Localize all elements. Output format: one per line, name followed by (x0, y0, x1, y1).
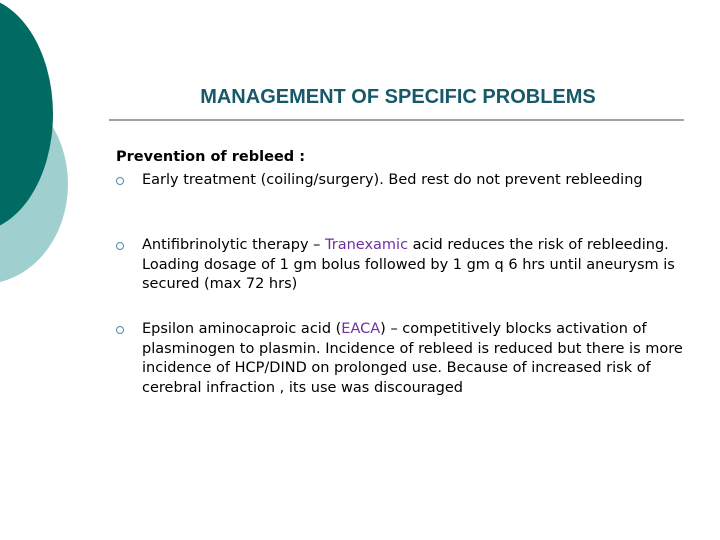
bullet-text-segment: Epsilon aminocaproic acid ( (142, 321, 342, 337)
section-heading: Prevention of rebleed : (116, 149, 306, 165)
bullet-item (116, 171, 686, 191)
title-divider (109, 119, 684, 121)
bullet-item (116, 236, 686, 295)
bullet-text (142, 236, 686, 295)
bullet-text-segment: ) – competitively blocks activation of plasminogen to plasmin. Incidence of rebleed is reduced but there is more incidence of HCP/DIND on prolonged use. Because of increased risk of cerebral infraction , its use was discouraged (142, 321, 683, 396)
slide-title: MANAGEMENT OF SPECIFIC PROBLEMS (200, 86, 596, 108)
hollow-circle-icon (116, 177, 124, 185)
bullet-item (116, 320, 686, 398)
bullet-text-segment: Antifibrinolytic therapy – (142, 237, 326, 253)
highlighted-drug-name: Tranexamic (325, 237, 409, 253)
hollow-circle-icon (116, 326, 124, 334)
highlighted-drug-abbreviation: EACA (341, 321, 381, 337)
bullet-text-segment: acid reduces the risk of rebleeding. Loading dosage of 1 gm bolus followed by 1 gm q 6 hrs until aneurysm is secured (max 72 hrs) (142, 237, 675, 292)
bullet-text (142, 320, 686, 398)
bullet-text (142, 171, 686, 191)
bullet-text-segment: Early treatment (coiling/surgery). Bed rest do not prevent rebleeding (142, 172, 643, 188)
hollow-circle-icon (116, 242, 124, 250)
